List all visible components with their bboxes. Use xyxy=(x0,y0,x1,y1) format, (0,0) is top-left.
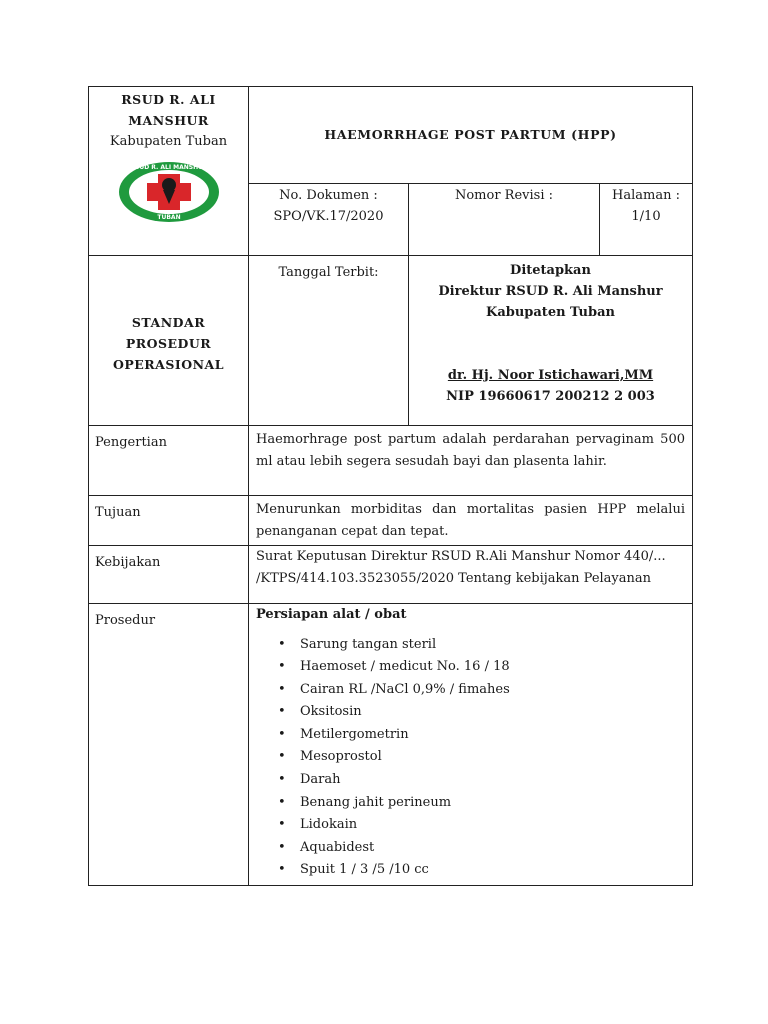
list-item: • Spuit 1 / 3 /5 /10 cc xyxy=(300,859,685,882)
definition-text: Haemorhrage post partum adalah perdarahan pervaginam 500 ml atau lebih segera sesudah bayi dan plasenta lahir. xyxy=(249,426,693,496)
logo-text-bottom: TUBAN xyxy=(156,214,181,221)
regency-label: Kabupaten Tuban xyxy=(109,134,228,149)
approver-title: Direktur RSUD R. Ali Manshur xyxy=(438,284,663,299)
policy-text: Surat Keputusan Direktur RSUD R.Ali Manshur Nomor 440/... /KTPS/414.103.3523055/2020 Tentang kebijakan Pelayanan xyxy=(249,546,693,604)
revision-cell xyxy=(409,184,600,256)
hospital-identity-cell xyxy=(89,87,249,256)
policy-label: Kebijakan xyxy=(89,546,249,604)
document-title: HAEMORRHAGE POST PARTUM (HPP) xyxy=(249,87,693,184)
procedure-label: Prosedur xyxy=(89,604,249,886)
list-item: • Darah xyxy=(300,769,685,792)
page-value: 1/10 xyxy=(631,209,661,224)
issue-date-label: Tanggal Terbit: xyxy=(278,265,379,280)
hospital-name-line1: RSUD R. ALI xyxy=(121,92,216,107)
approver-name: dr. Hj. Noor Istichawari,MM xyxy=(447,368,654,383)
list-item: • Haemoset / medicut No. 16 / 18 xyxy=(300,656,685,679)
sop-title-line1: STANDAR xyxy=(131,315,206,330)
list-item: • Mesoprostol xyxy=(300,746,685,769)
list-item: • Sarung tangan steril xyxy=(300,634,685,657)
sop-document xyxy=(88,86,692,886)
doc-number-value: SPO/VK.17/2020 xyxy=(273,209,384,224)
purpose-text: Menurunkan morbiditas dan mortalitas pasien HPP melalui penanganan cepat dan tepat. xyxy=(249,496,693,546)
approver-regency: Kabupaten Tuban xyxy=(486,305,615,320)
approver-nip: NIP 19660617 200212 2 003 xyxy=(446,389,655,404)
page-label: Halaman : xyxy=(612,188,680,203)
revision-label: Nomor Revisi : xyxy=(454,188,554,203)
list-item: • Benang jahit perineum xyxy=(300,792,685,815)
list-item: • Lidokain xyxy=(300,814,685,837)
definition-label: Pengertian xyxy=(89,426,249,496)
issue-date-cell xyxy=(249,256,409,426)
hospital-name-line2: MANSHUR xyxy=(128,113,209,128)
list-item: • Cairan RL /NaCl 0,9% / fimahes xyxy=(300,679,685,702)
sop-table xyxy=(88,86,693,886)
list-item: • Aquabidest xyxy=(300,837,685,860)
sop-title-cell xyxy=(89,256,249,426)
approved-label: Ditetapkan xyxy=(510,263,591,278)
procedure-cell xyxy=(249,604,693,886)
purpose-label: Tujuan xyxy=(89,496,249,546)
hospital-logo xyxy=(117,160,221,224)
doc-number-label: No. Dokumen : xyxy=(279,188,378,203)
doc-number-cell xyxy=(249,184,409,256)
sop-title-line3: OPERASIONAL xyxy=(112,357,225,372)
page-cell xyxy=(600,184,693,256)
list-item: • Oksitosin xyxy=(300,701,685,724)
sop-title-line2: PROSEDUR xyxy=(125,336,212,351)
list-item: • Metilergometrin xyxy=(300,724,685,747)
procedure-item-list xyxy=(256,634,685,883)
logo-text-top: RSUD R. ALI MANSHUR xyxy=(129,164,208,171)
procedure-subtitle: Persiapan alat / obat xyxy=(256,607,407,622)
approval-cell xyxy=(409,256,693,426)
